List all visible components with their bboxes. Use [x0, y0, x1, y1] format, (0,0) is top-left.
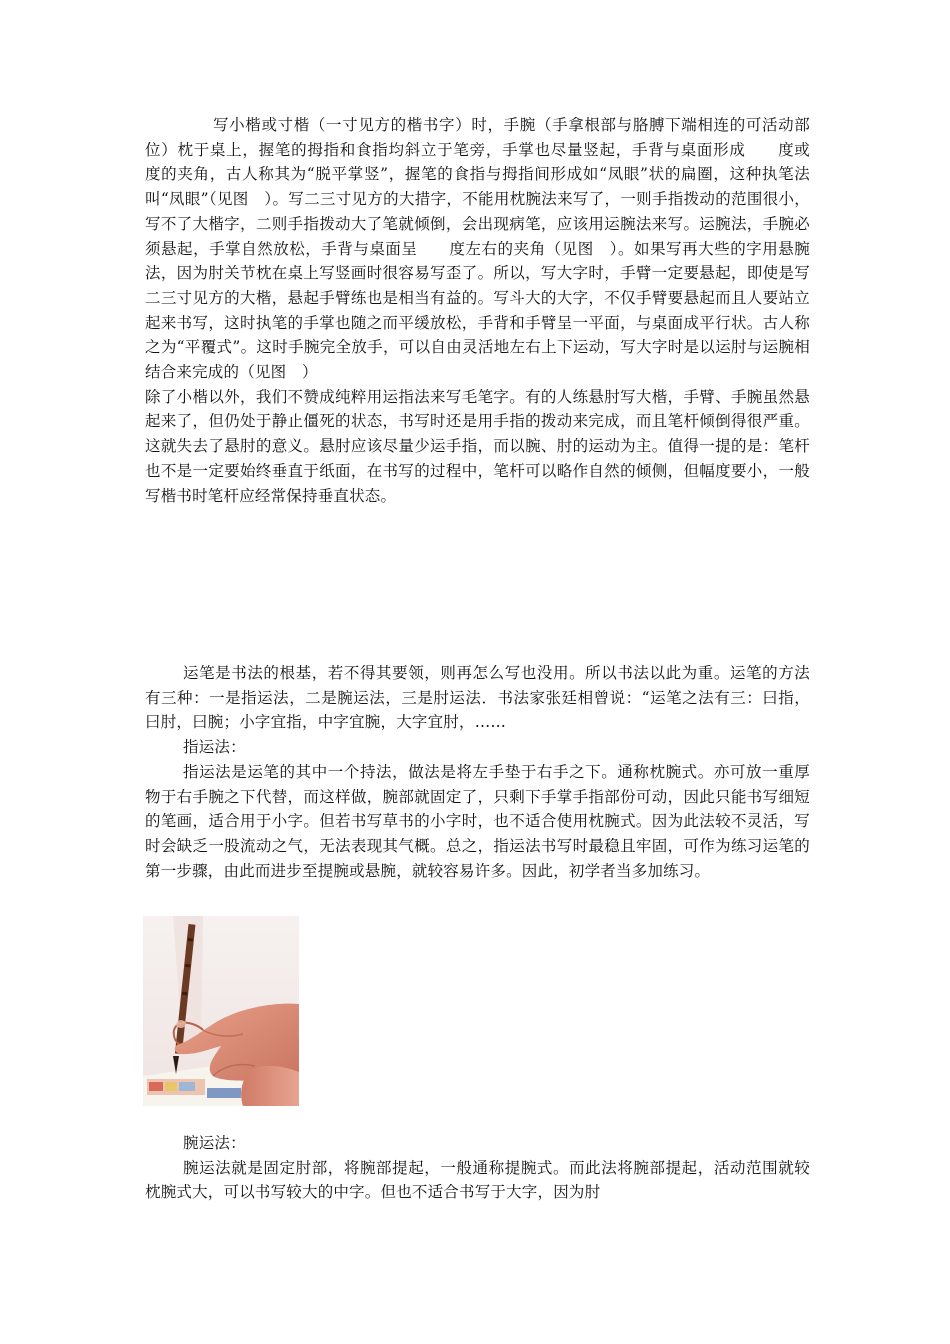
paragraph-brush-movement-intro: 运笔是书法的根基，若不得其要领，则再怎么写也没用。所以书法以此为重。运笔的方法有三种：一是指运法，二是腕运法，三是肘运法．书法家张廷相曾说：“运笔之法有三：曰指，曰肘，曰腕；小字宜指，中字宜腕，大字宜肘，…… [145, 664, 810, 732]
paragraph-finger-method-caution: 除了小楷以外，我们不赞成纯粹用运指法来写毛笔字。有的人练悬肘写大楷，手臂、手腕虽然悬起来了，但仍处于静止僵死的状态，书写时还是用手指的拨动来完成，而且笔杆倾倒得很严重。这就失去了悬肘的意义。悬肘应该尽量少运手指，而以腕、肘的运动为主。值得一提的是：笔杆也不是一定要始终垂直于纸面，在书写的过程中，笔杆可以略作自然的倾侧，但幅度要小，一般写楷书时笔杆应经常保持垂直状态。 [145, 387, 810, 505]
hand-holding-brush-photo [143, 916, 299, 1106]
paragraph-wrist-method: 腕运法就是固定肘部，将腕部提起，一般通称提腕式。而此法将腕部提起，活动范围就较枕腕式大，可以书写较大的中字。但也不适合书写于大字，因为肘 [145, 1158, 810, 1202]
section-brush-movement [145, 661, 810, 883]
heading-finger-method: 指运法： [183, 738, 246, 757]
paragraph-finger-method: 指运法是运笔的其中一个持法，做法是将左手垫于右手之下。通称枕腕式。亦可放一重厚物于右手腕之下代替，而这样做，腕部就固定了，只剩下手掌手指部份可动，因此只能书写细短的笔画，适合用于小字。但若书写草书的小字时，也不适合使用枕腕式。因为此法较不灵活，写时会缺乏一股流动之气，无法表现其气概。总之，指运法书写时最稳且牢固，可作为练习运笔的第一步骤，由此而进步至提腕或悬腕，就较容易许多。因此，初学者当多加练习。 [145, 762, 810, 880]
heading-wrist-method: 腕运法： [183, 1134, 246, 1152]
section-wrist-posture [145, 113, 842, 508]
section-wrist-method [145, 1131, 810, 1205]
paragraph-wrist-methods: 写小楷或寸楷（一寸见方的楷书字）时，手腕（手拿根部与胳膊下端相连的可活动部位）枕于桌上，握笔的拇指和食指均斜立于笔旁，手掌也尽量竖起，手背与桌面形成 度或 度的夹角，古人称其为“脱平掌竖”，握笔的食指与拇指间形成如“凤眼”状的扁圈，这种执笔法叫“凤眼”（见图 ）。写二三寸见方的大措字，不能用枕腕法来写了，一则手指拨动的范围很小，写不了大楷字，二则手指拨动大了笔就倾倒，会出现病笔，应该用运腕法来写。运腕法，手腕必须悬起，手掌自然放松，手背与桌面呈 度左右的夹角（见图 ）。如果写再大些的字用悬腕法，因为肘关节枕在桌上写竖画时很容易写歪了。所以，写大字时，手臂一定要悬起，即使是写二三寸见方的大楷，悬起手臂练也是相当有益的。写斗大的大字，不仅手臂要悬起而且人要站立起来书写，这时执笔的手掌也随之而平缓放松，手背和手臂呈一平面，与桌面成平行状。古人称之为“平覆式”。这时手腕完全放手，可以自由灵活地左右上下运动，写大字时是以运肘与运腕相结合来完成的（见图 ） [145, 116, 842, 382]
